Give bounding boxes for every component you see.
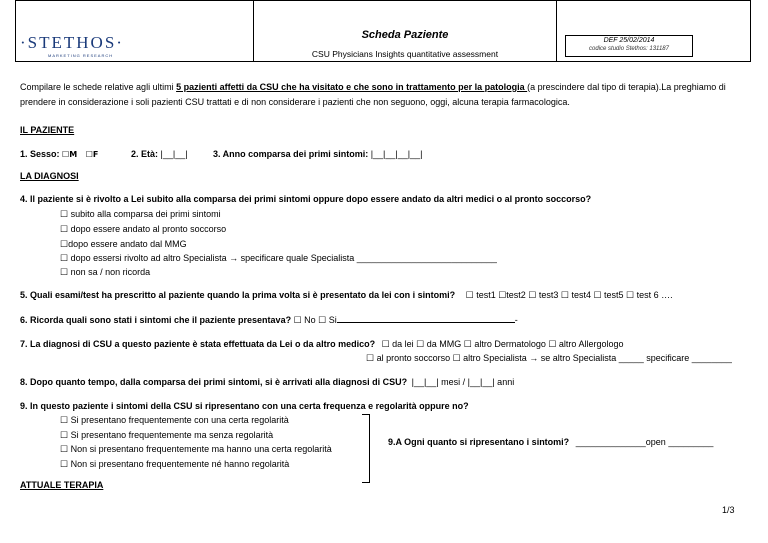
- q9-option[interactable]: ☐ Si presentano frequentemente con una certa regolarità: [60, 415, 289, 425]
- page-number: 1/3: [722, 505, 735, 515]
- q4-option[interactable]: ☐ subito alla comparsa dei primi sintomi: [60, 209, 221, 219]
- q9-option[interactable]: ☐ Non si presentano frequentemente ma hanno una certa regolarità: [60, 444, 332, 454]
- q8-row: [20, 376, 514, 388]
- age-input[interactable]: |__|__|: [160, 149, 188, 159]
- def-date: DEF 25/02/2014: [603, 37, 655, 44]
- q4-option[interactable]: ☐dopo essere andato dal MMG: [60, 239, 187, 249]
- sex-m-checkbox[interactable]: ☐M: [62, 150, 78, 159]
- q5-row: [20, 289, 673, 301]
- stethos-logo: ·STETHOS·: [20, 33, 124, 52]
- q5-label: 5. Quali esami/test ha prescritto al paziente quando la prima volta si è presentato da lei con i sintomi?: [20, 290, 456, 300]
- q9a-line-1[interactable]: ______________: [575, 437, 646, 447]
- intro-line-2: prendere in considerazione i soli pazienti CSU trattati e di non considerare i pazienti che non seguono, oggi, alcuna terapia farmacologica.: [20, 97, 570, 107]
- intro-line-1: [20, 81, 726, 93]
- q1-row: [20, 148, 98, 161]
- intro-text-2: (a prescindere dal tipo di terapia).La preghiamo di: [527, 82, 726, 92]
- q9a-line-2[interactable]: _________: [668, 437, 714, 447]
- q5-options[interactable]: ☐ test1 ☐test2 ☐ test3 ☐ test4 ☐ test5 ☐ test 6 ….: [465, 290, 673, 300]
- logo-cell: [15, 0, 254, 62]
- q9a-row: [388, 436, 713, 448]
- q6-tail: -: [514, 315, 518, 325]
- q3-row: [213, 148, 422, 160]
- q9a-label: 9.A Ogni quanto si ripresentano i sintomi?: [388, 437, 570, 447]
- q6-label: 6. Ricorda quali sono stati i sintomi che il paziente presentava?: [20, 315, 292, 325]
- section-terapia: ATTUALE TERAPIA: [20, 480, 104, 490]
- q4-option[interactable]: ☐ dopo essere andato al pronto soccorso: [60, 224, 227, 234]
- q2-row: [131, 148, 188, 160]
- q8-label: 8. Dopo quanto tempo, dalla comparsa dei primi sintomi, si è arrivati alla diagnosi di CSU?: [20, 377, 408, 387]
- q9a-open: open: [645, 437, 666, 447]
- q4-option[interactable]: ☐ dopo essersi rivolto ad altro Specialista → specificare quale Specialista ____________________________: [60, 253, 497, 263]
- section-paziente: IL PAZIENTE: [20, 125, 75, 135]
- section-diagnosi: LA DIAGNOSI: [20, 171, 79, 181]
- study-code: codice studio Stethos: 131187: [589, 46, 669, 52]
- page-title: Scheda Paziente: [361, 29, 449, 41]
- q9-option[interactable]: ☐ Non si presentano frequentemente né hanno regolarità: [60, 459, 290, 469]
- q4-label: 4. Il paziente si è rivolto a Lei subito alla comparsa dei primi sintomi oppure dopo essere andato da altri medici o al pronto soccorso?: [20, 194, 592, 204]
- q4-option[interactable]: ☐ non sa / non ricorda: [60, 267, 151, 277]
- q1-label: 1. Sesso:: [20, 149, 63, 159]
- sex-f-checkbox[interactable]: ☐F: [85, 150, 99, 159]
- q7-row: [20, 338, 623, 350]
- code-cell: [555, 0, 751, 62]
- q2-label: 2. Età:: [131, 149, 161, 159]
- q7-label: 7. La diagnosi di CSU a questo paziente è stata effettuata da Lei o da altro medico?: [20, 339, 376, 349]
- q6-row: [20, 313, 518, 326]
- year-input[interactable]: |__|__|__|__|: [370, 149, 423, 159]
- q9-brace: [362, 414, 370, 483]
- q6-specify-line[interactable]: [337, 313, 515, 323]
- q9-label: 9. In questo paziente i sintomi della CSU si ripresentano con una certa frequenza e regolarità oppure no?: [20, 401, 469, 411]
- intro-text-1: Compilare le schede relative agli ultimi: [20, 82, 177, 92]
- page-subtitle: CSU Physicians Insights quantitative assessment: [311, 49, 499, 59]
- q6-options[interactable]: ☐ No ☐ Si: [293, 315, 337, 325]
- code-box: [565, 35, 693, 57]
- stethos-logo-subtitle: MARKETING RESEARCH: [48, 53, 114, 58]
- q3-label: 3. Anno comparsa dei primi sintomi:: [213, 149, 371, 159]
- q7-options-row1[interactable]: ☐ da lei ☐ da MMG ☐ altro Dermatologo ☐ altro Allergologo: [381, 339, 624, 349]
- q7-options-row2[interactable]: ☐ al pronto soccorso ☐ altro Specialista → se altro Specialista _____ specificare ________: [366, 353, 732, 363]
- q9-option[interactable]: ☐ Si presentano frequentemente ma senza regolarità: [60, 430, 274, 440]
- document-header: [15, 0, 752, 62]
- intro-text-bold: 5 pazienti affetti da CSU che ha visitato e che sono in trattamento per la patologia: [176, 82, 528, 92]
- title-cell: [253, 0, 557, 62]
- q8-answer[interactable]: |__|__| mesi / |__|__| anni: [411, 377, 515, 387]
